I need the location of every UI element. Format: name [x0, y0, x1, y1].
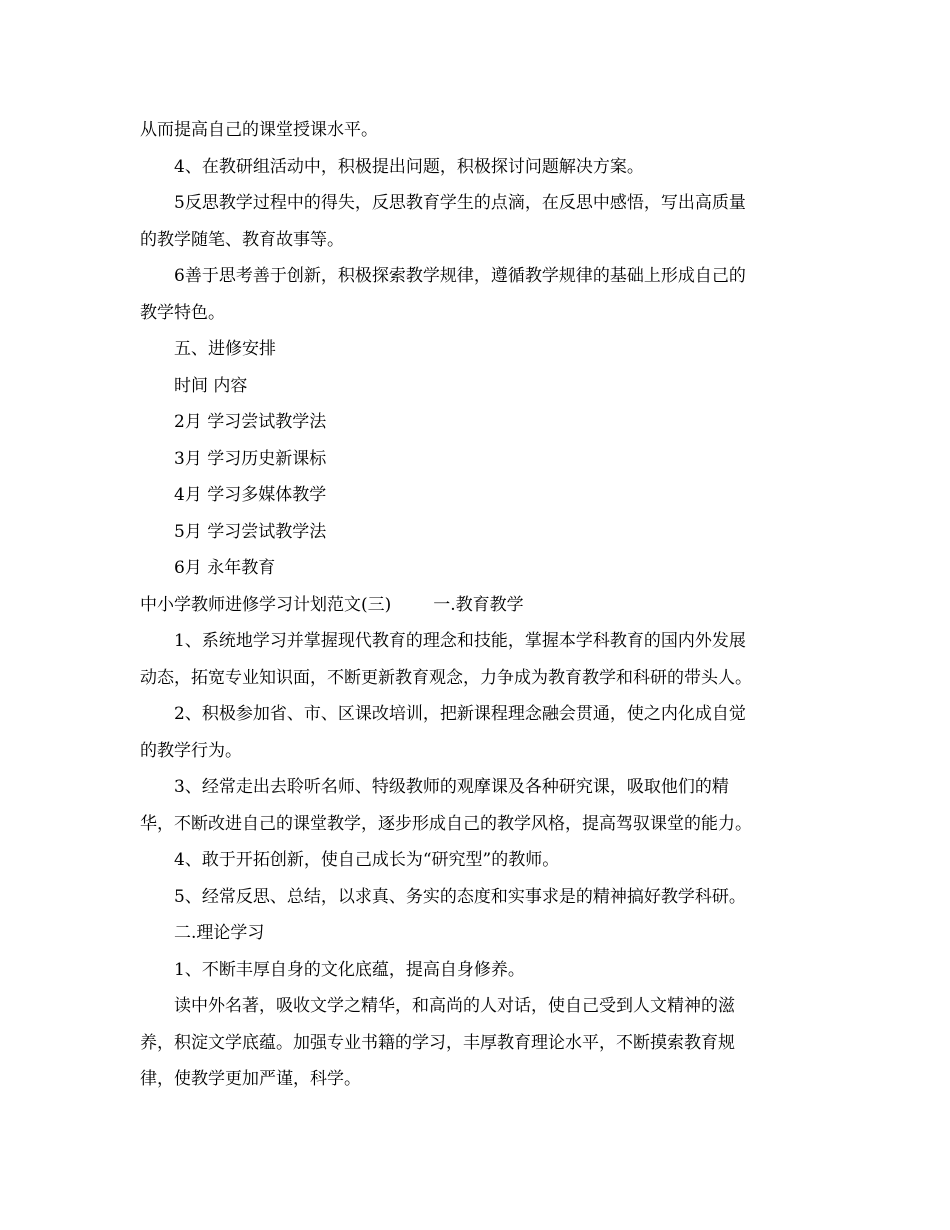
schedule-row: 2月 学习尝试教学法: [174, 412, 327, 432]
paragraph-line: 5反思教学过程中的得失，反思教育学生的点滴，在反思中感悟，写出高质量: [174, 193, 746, 213]
paragraph-line: 1、系统地学习并掌握现代教育的理念和技能，掌握本学科教育的国内外发展: [174, 631, 746, 651]
schedule-row: 6月 永年教育: [174, 558, 276, 578]
paragraph-line: 的教学行为。: [140, 740, 242, 761]
section-heading: 二.理论学习: [174, 923, 265, 943]
schedule-row: 5月 学习尝试教学法: [174, 521, 327, 542]
paragraph-line: 律，使教学更加严谨，科学。: [140, 1069, 361, 1089]
paragraph-line: 动态，拓宽专业知识面，不断更新教育观念，力争成为教育教学和科研的带头人。: [140, 667, 752, 688]
paragraph-line: 1、不断丰厚自身的文化底蕴，提高自身修养。: [174, 959, 525, 980]
paragraph-line: 华，不断改进自己的课堂教学，逐步形成自己的教学风格，提高驾驭课堂的能力。: [140, 813, 752, 834]
title-text: 中小学教师进修学习计划范文(三): [140, 594, 392, 615]
section-heading: 五、进修安排: [174, 339, 276, 359]
paragraph-line: 养，积淀文学底蕴。加强专业书籍的学习，丰厚教育理论水平，不断摸索教育规: [140, 1032, 735, 1053]
paragraph-line: 3、经常走出去聆听名师、特级教师的观摩课及各种研究课，吸取他们的精: [174, 777, 729, 797]
paragraph-line: 4、敢于开拓创新，使自己成长为“研究型”的教师。: [174, 850, 560, 870]
schedule-header: 时间 内容: [174, 375, 248, 396]
schedule-row: 4月 学习多媒体教学: [174, 485, 327, 505]
paragraph-line: 从而提高自己的课堂授课水平。: [140, 120, 378, 140]
document-body: [140, 112, 812, 1098]
paragraph-line: 4、在教研组活动中，积极提出问题，积极探讨问题解决方案。: [174, 156, 644, 177]
schedule-row: 3月 学习历史新课标: [174, 448, 327, 469]
paragraph-line: 教学特色。: [140, 302, 225, 323]
title-heading: 一.教育教学: [433, 594, 524, 615]
paragraph-line: 读中外名著，吸收文学之精华，和高尚的人对话，使自己受到人文精神的滋: [174, 996, 735, 1016]
paragraph-line: 5、经常反思、总结，以求真、务实的态度和实事求是的精神搞好教学科研。: [174, 886, 746, 907]
paragraph-line: 的教学随笔、教育故事等。: [140, 229, 344, 250]
document-title: [140, 587, 812, 624]
paragraph-line: 2、积极参加省、市、区课改培训，把新课程理念融会贯通，使之内化成自觉: [174, 704, 746, 724]
paragraph-line: 6善于思考善于创新，积极探索教学规律，遵循教学规律的基础上形成自己的: [174, 266, 746, 286]
